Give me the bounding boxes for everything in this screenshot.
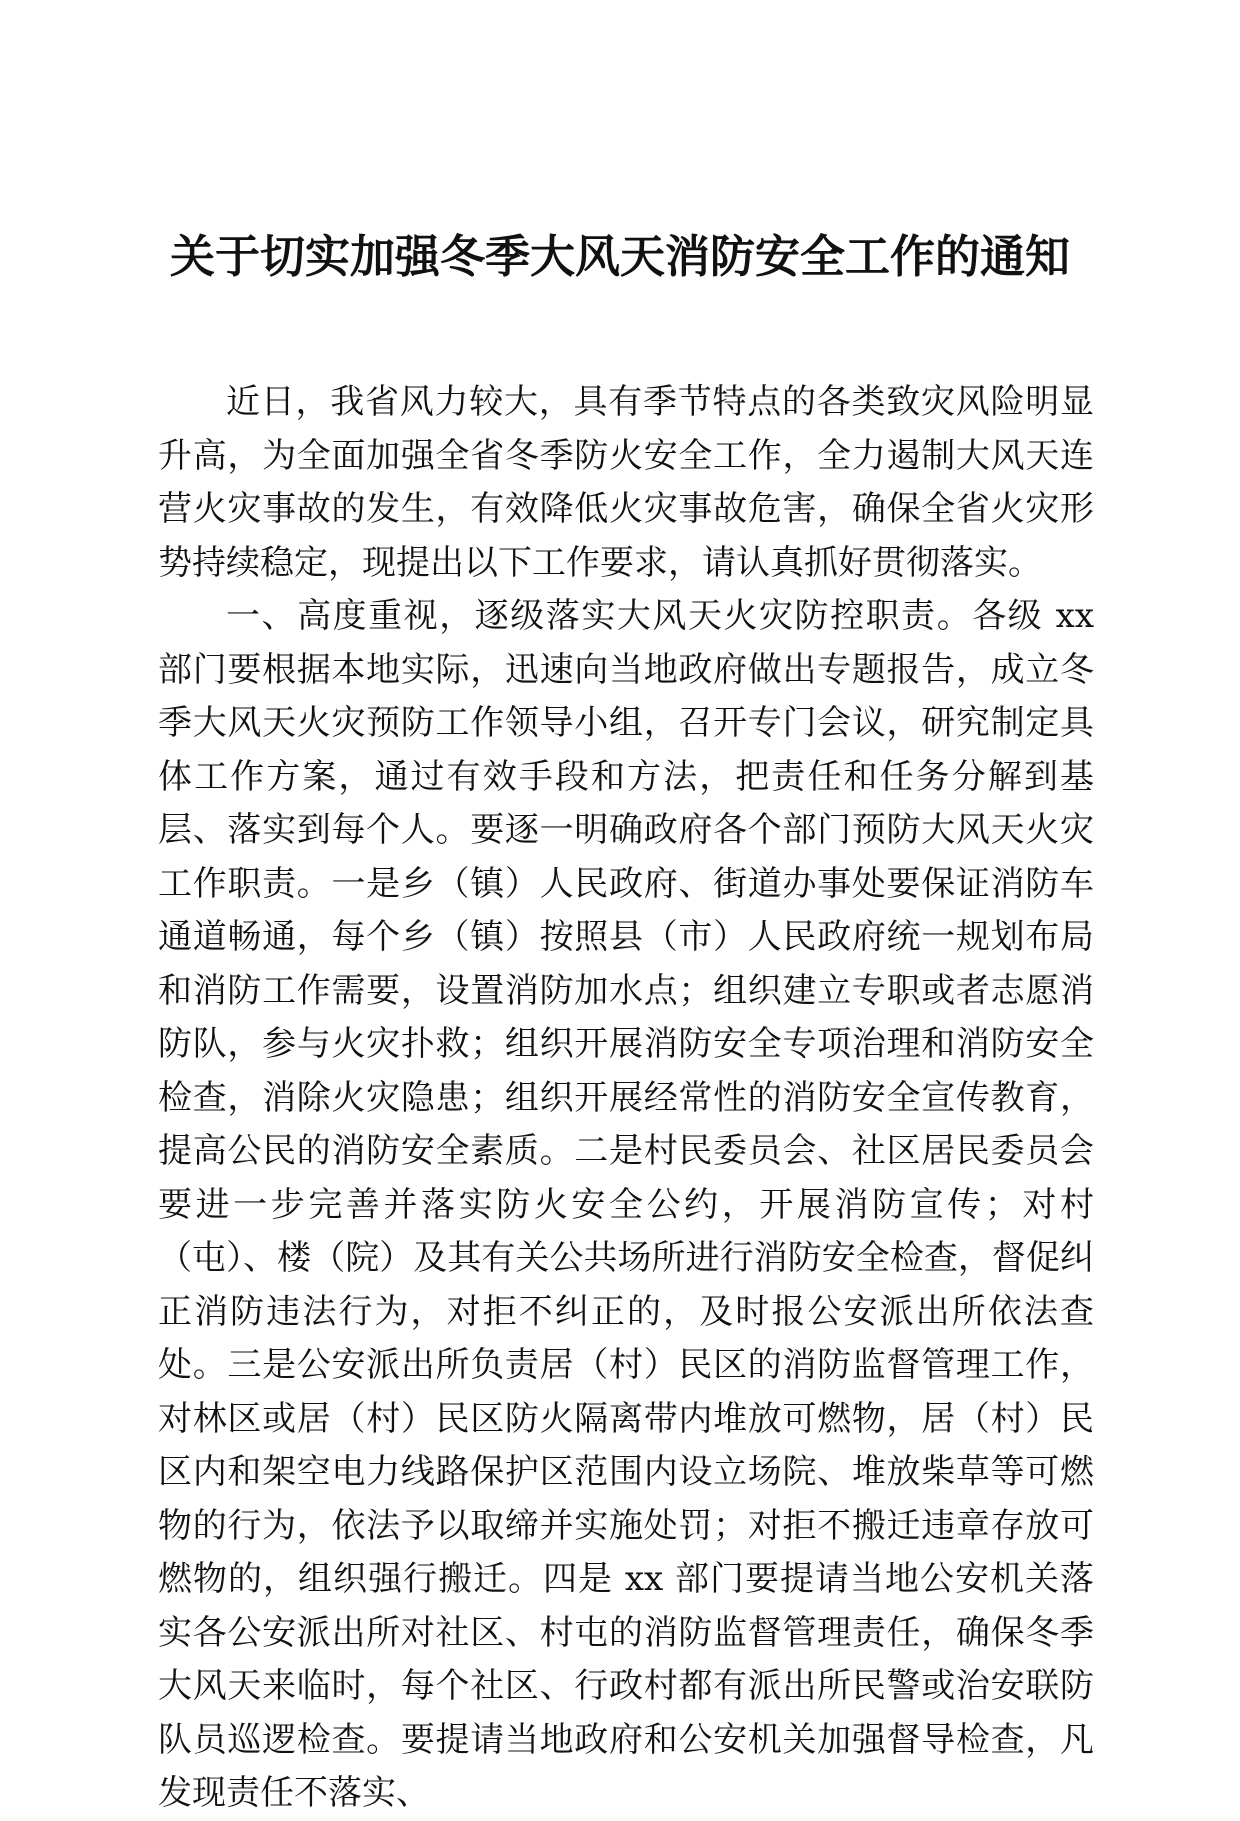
paragraph-intro: 近日，我省风力较大，具有季节特点的各类致灾风险明显升高，为全面加强全省冬季防火安全工作，全力遏制大风天连营火灾事故的发生，有效降低火灾事故危害，确保全省火灾形势持续稳定，现提出以下工作要求，请认真抓好贯彻落实。 bbox=[158, 382, 1094, 583]
document-title: 关于切实加强冬季大风天消防安全工作的通知 bbox=[169, 230, 1070, 283]
paragraph-section-one: 一、高度重视，逐级落实大风天火灾防控职责。各级 xx 部门要根据本地实际，迅速向当地政府做出专题报告，成立冬季大风天火灾预防工作领导小组，召开专门会议，研究制定具体工作方案，通过有效手段和方法，把责任和任务分解到基层、落实到每个人。要逐一明确政府各个部门预防大风天火灾工作职责。一是乡（镇）人民政府、街道办事处要保证消防车通道畅通，每个乡（镇）按照县（市）人民政府统一规划布局和消防工作需要，设置消防加水点；组织建立专职或者志愿消防队，参与火灾扑救；组织开展消防安全专项治理和消防安全检查，消除火灾隐患；组织开展经常性的消防安全宣传教育，提高公民的消防安全素质。二是村民委员会、社区居民委员会要进一步完善并落实防火安全公约，开展消防宣传；对村（屯）、楼（院）及其有关公共场所进行消防安全检查，督促纠正消防违法行为，对拒不纠正的，及时报公安派出所依法查处。三是公安派出所负责居（村）民区的消防监督管理工作，对林区或居（村）民区防火隔离带内堆放可燃物，居（村）民区内和架空电力线路保护区范围内设立场院、堆放柴草等可燃物的行为，依法予以取缔并实施处罚；对拒不搬迁违章存放可燃物的，组织强行搬迁。四是 xx 部门要提请当地公安机关落实各公安派出所对社区、村屯的消防监督管理责任，确保冬季大风天来临时，每个社区、行政村都有派出所民警或治安联防队员巡逻检查。要提请当地政府和公安机关加强督导检查，凡发现责任不落实、 bbox=[158, 596, 1094, 1813]
document-body bbox=[158, 376, 1094, 1821]
